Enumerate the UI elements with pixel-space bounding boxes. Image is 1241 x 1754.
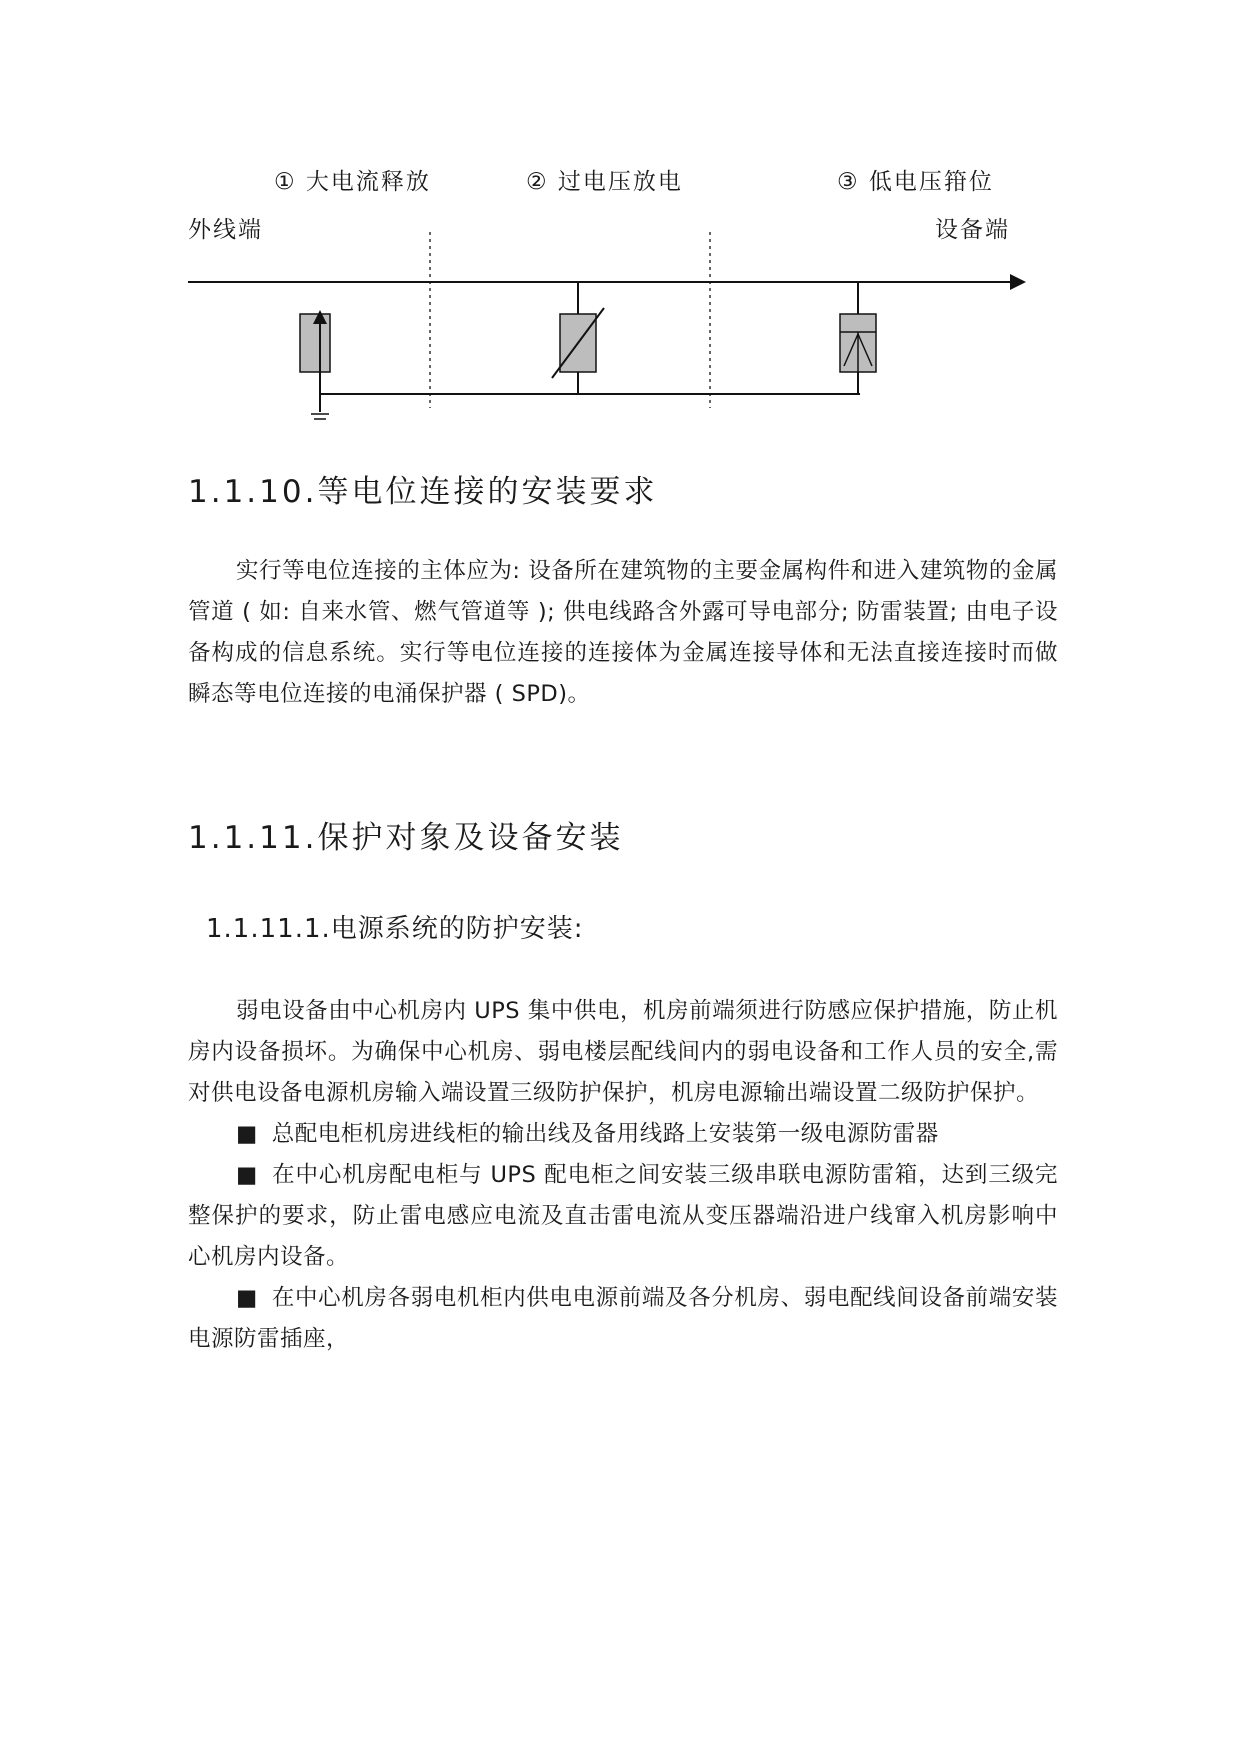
section-1-1-11-1-subheading: 1.1.11.1.电源系统的防护安装: [206,914,584,944]
ground-icon [311,414,329,419]
section-1-1-11-1-paragraph: 弱电设备由中心机房内 UPS 集中供电，机房前端须进行防感应保护措施，防止机房内设备损坏。为确保中心机房、弱电楼层配线间内的弱电设备和工作人员的安全,需对供电设备电源机房输入端设置三级防护保护，机房电源输出端设置二级防护保护。 [188,998,1058,1106]
bullet-item [188,1114,1058,1155]
stage-label-2: ② 过电压放电 [526,169,683,195]
bullet-text: 总配电柜机房进线柜的输出线及备用线路上安装第一级电源防雷器 [271,1121,939,1147]
bullet-text: 在中心机房各弱电机柜内供电电源前端及各分机房、弱电配线间设备前端安装电源防雷插座， [188,1285,1058,1352]
varistor-icon [552,282,604,394]
section-1-1-10-body [188,551,1058,715]
bullet-square-icon: ■ [236,1121,258,1147]
section-1-1-11-1-body [188,991,1058,1360]
left-end-label: 外线端 [188,217,263,243]
bullet-square-icon: ■ [236,1285,258,1311]
section-1-1-10-heading: 1.1.10.等电位连接的安装要求 [188,474,658,510]
main-line-arrow-icon [1010,274,1026,290]
discharge-tube-icon [300,310,330,412]
bullet-item [188,1278,1058,1360]
bullet-square-icon: ■ [236,1162,259,1188]
section-1-1-10-paragraph: 实行等电位连接的主体应为: 设备所在建筑物的主要金属构件和进入建筑物的金属管道 ( 如: 自来水管、燃气管道等 ); 供电线路含外露可导电部分; 防雷装置; 由电子设备构成的信息系统。实行等电位连接的连接体为金属连接导体和无法直接连接时而做瞬态等电位连接的电涌保护器 ( SPD)。 [188,558,1058,707]
stage-label-1: ① 大电流释放 [274,169,431,195]
right-end-label: 设备端 [935,217,1010,243]
bullet-item [188,1155,1058,1278]
bullet-text: 在中心机房配电柜与 UPS 配电柜之间安装三级串联电源防雷箱，达到三级完整保护的要求，防止雷电感应电流及直击雷电流从变压器端沿进户线窜入机房影响中心机房内设备。 [188,1162,1059,1270]
stage-label-3: ③ 低电压箝位 [837,169,994,195]
section-1-1-11-heading: 1.1.11.保护对象及设备安装 [188,820,624,856]
spd-circuit-diagram [0,0,1241,440]
tvs-diode-icon [840,282,876,394]
